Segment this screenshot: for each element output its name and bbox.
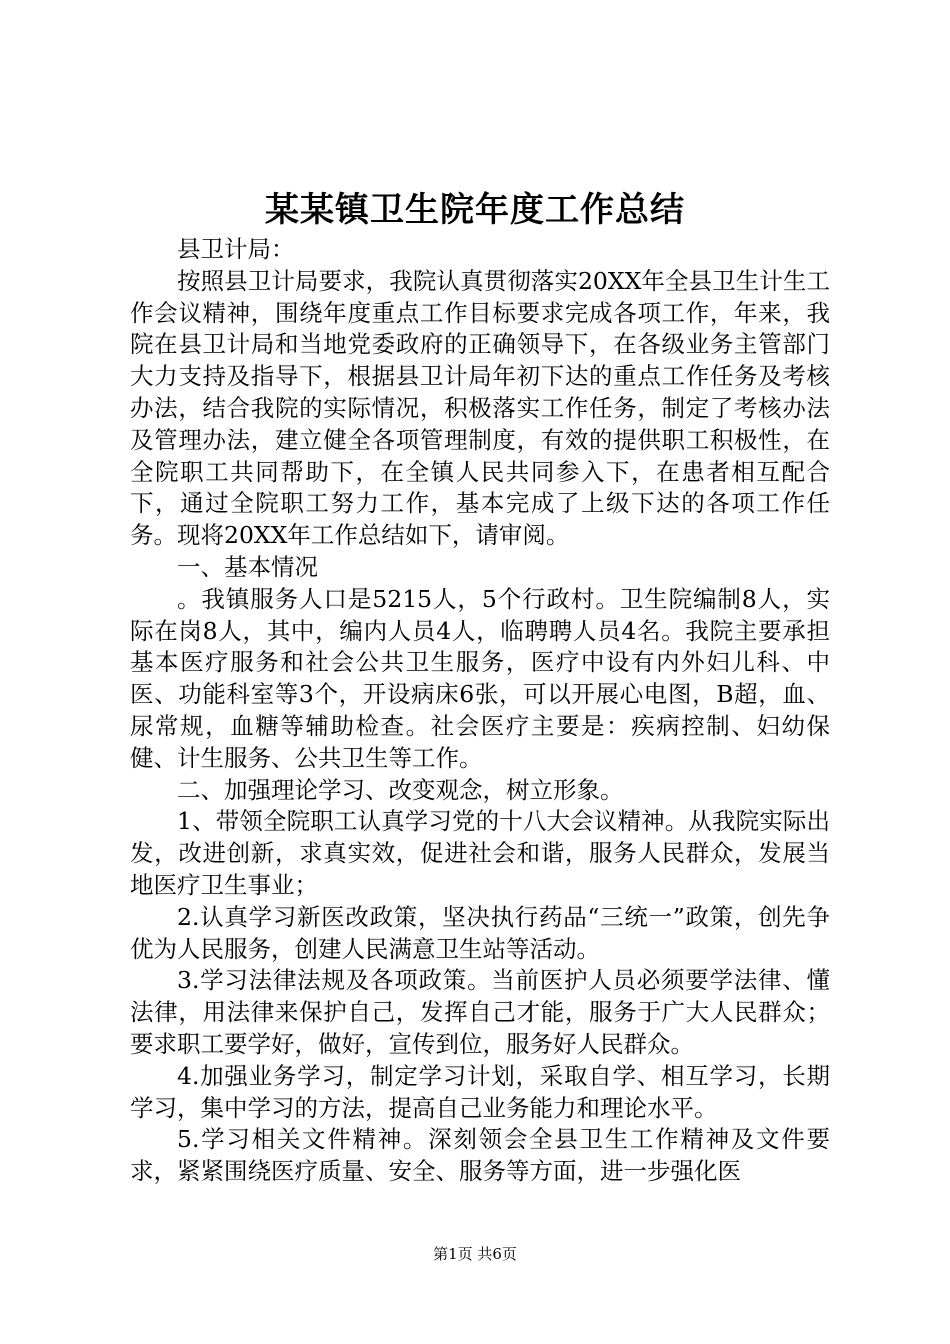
list-item-4: 4.加强业务学习，制定学习计划，采取自学、相互学习，长期学习，集中学习的方法，提高自己业务能力和理论水平。: [130, 1061, 830, 1122]
list-item-1: 1、带领全院职工认真学习党的十八大会议精神。从我院实际出发，改进创新，求真实效，促进社会和谐，服务人民群众，发展当地医疗卫生事业；: [130, 807, 830, 899]
document-body: [130, 234, 830, 1188]
salutation: 县卫计局：: [177, 235, 295, 263]
basic-situation-paragraph: 。我镇服务人口是5215人，5个行政村。卫生院编制8人，实际在岗8人，其中，编内人员4人，临聘聘人员4名。我院主要承担基本医疗服务和社会公共卫生服务，医疗中设有内外妇儿科、中医、功能科室等3个，开设病床6张，可以开展心电图，B超，血、尿常规，血糖等辅助检查。社会医疗主要是：疾病控制、妇幼保健、计生服务、公共卫生等工作。: [130, 584, 830, 772]
intro-paragraph: 按照县卫计局要求，我院认真贯彻落实20XX年全县卫生计生工作会议精神，围绕年度重点工作目标要求完成各项工作，年来，我院在县卫计局和当地党委政府的正确领导下，在各级业务主管部门大力支持及指导下，根据县卫计局年初下达的重点工作任务及考核办法，结合我院的实际情况，积极落实工作任务，制定了考核办法及管理办法，建立健全各项管理制度，有效的提供职工积极性，在全院职工共同帮助下，在全镇人民共同参入下，在患者相互配合下，通过全院职工努力工作，基本完成了上级下达的各项工作任务。现将20XX年工作总结如下，请审阅。: [130, 266, 830, 550]
list-item-3: 3.学习法律法规及各项政策。当前医护人员必须要学法律、懂法律，用法律来保护自己，发挥自己才能，服务于广大人民群众；要求职工要学好，做好，宣传到位，服务好人民群众。: [130, 966, 830, 1058]
document-title: 某某镇卫生院年度工作总结: [265, 190, 685, 230]
list-item-2: 2.认真学习新医改政策，坚决执行药品“三统一”政策，创先争优为人民服务，创建人民满意卫生站等活动。: [130, 902, 830, 963]
list-item-5: 5.学习相关文件精神。深刻领会全县卫生工作精神及文件要求，紧紧围绕医疗质量、安全、服务等方面，进一步强化医: [130, 1125, 830, 1186]
section-heading-2: 二、加强理论学习、改变观念，树立形象。: [177, 775, 624, 804]
page-footer: 第1页 共6页: [433, 1245, 517, 1263]
section-heading-1: 一、基本情况: [177, 552, 318, 581]
